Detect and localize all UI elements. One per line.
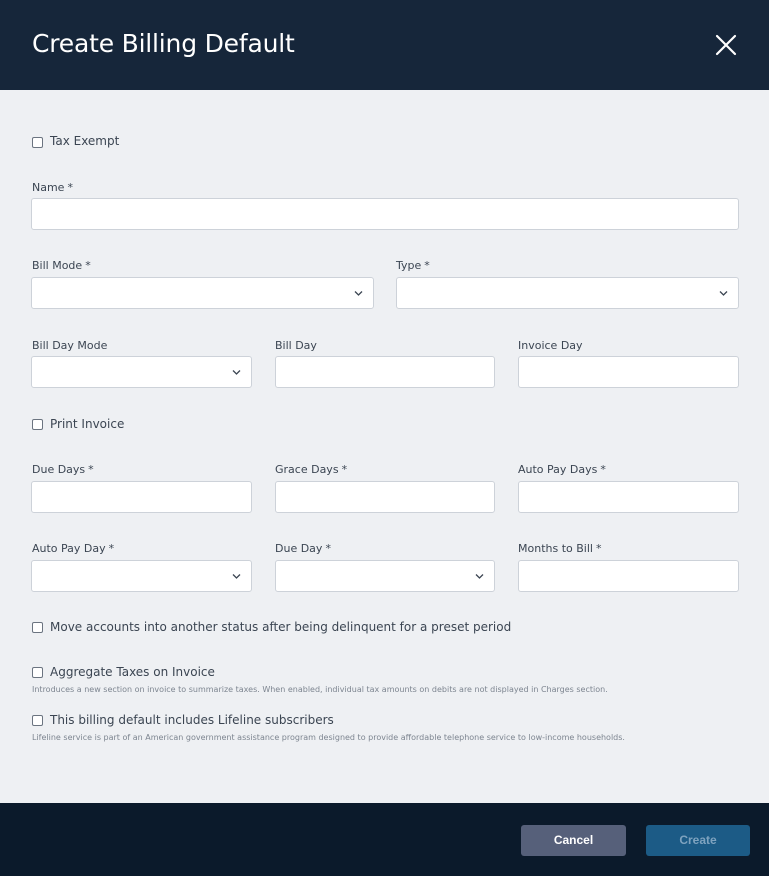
type-select[interactable] [396,277,739,309]
move-accounts-checkbox[interactable] [32,622,43,633]
bill-day-input[interactable] [275,356,495,388]
name-label: Name * [32,181,73,194]
close-icon[interactable] [712,31,740,59]
move-accounts-label: Move accounts into another status after being delinquent for a preset period [50,620,512,634]
chevron-down-icon [354,290,363,297]
due-days-input[interactable] [31,481,252,513]
create-button[interactable]: Create [646,825,750,856]
due-day-select[interactable] [275,560,495,592]
auto-pay-day-label: Auto Pay Day * [32,542,115,555]
auto-pay-days-label: Auto Pay Days * [518,463,606,476]
chevron-down-icon [232,573,241,580]
due-day-label: Due Day * [275,542,331,555]
aggregate-taxes-label: Aggregate Taxes on Invoice [50,665,215,679]
auto-pay-day-select[interactable] [31,560,252,592]
name-input[interactable] [31,198,739,230]
dialog-footer [0,803,769,876]
bill-mode-label: Bill Mode * [32,259,91,272]
bill-day-mode-select[interactable] [31,356,252,388]
grace-days-input[interactable] [275,481,495,513]
months-to-bill-input[interactable] [518,560,739,592]
months-to-bill-label: Months to Bill * [518,542,602,555]
due-days-label: Due Days * [32,463,94,476]
tax-exempt-label: Tax Exempt [50,134,120,148]
lifeline-label: This billing default includes Lifeline subscribers [50,713,334,727]
dialog-title: Create Billing Default [32,29,295,58]
dialog-body [0,90,769,803]
chevron-down-icon [719,290,728,297]
chevron-down-icon [475,573,484,580]
auto-pay-days-input[interactable] [518,481,739,513]
bill-day-label: Bill Day [275,339,317,352]
invoice-day-label: Invoice Day [518,339,583,352]
cancel-button[interactable]: Cancel [521,825,626,856]
bill-day-mode-label: Bill Day Mode [32,339,108,352]
print-invoice-label: Print Invoice [50,417,125,431]
dialog-header [0,0,769,90]
grace-days-label: Grace Days * [275,463,348,476]
aggregate-taxes-checkbox[interactable] [32,667,43,678]
print-invoice-checkbox[interactable] [32,419,43,430]
chevron-down-icon [232,369,241,376]
lifeline-checkbox[interactable] [32,715,43,726]
type-label: Type * [396,259,430,272]
bill-mode-select[interactable] [31,277,374,309]
lifeline-help: Lifeline service is part of an American government assistance program designed to provide affordable telephone service to low-income households. [32,733,625,742]
invoice-day-input[interactable] [518,356,739,388]
aggregate-taxes-help: Introduces a new section on invoice to summarize taxes. When enabled, individual tax amounts on debits are not displayed in Charges section. [32,685,608,694]
tax-exempt-checkbox[interactable] [32,137,43,148]
